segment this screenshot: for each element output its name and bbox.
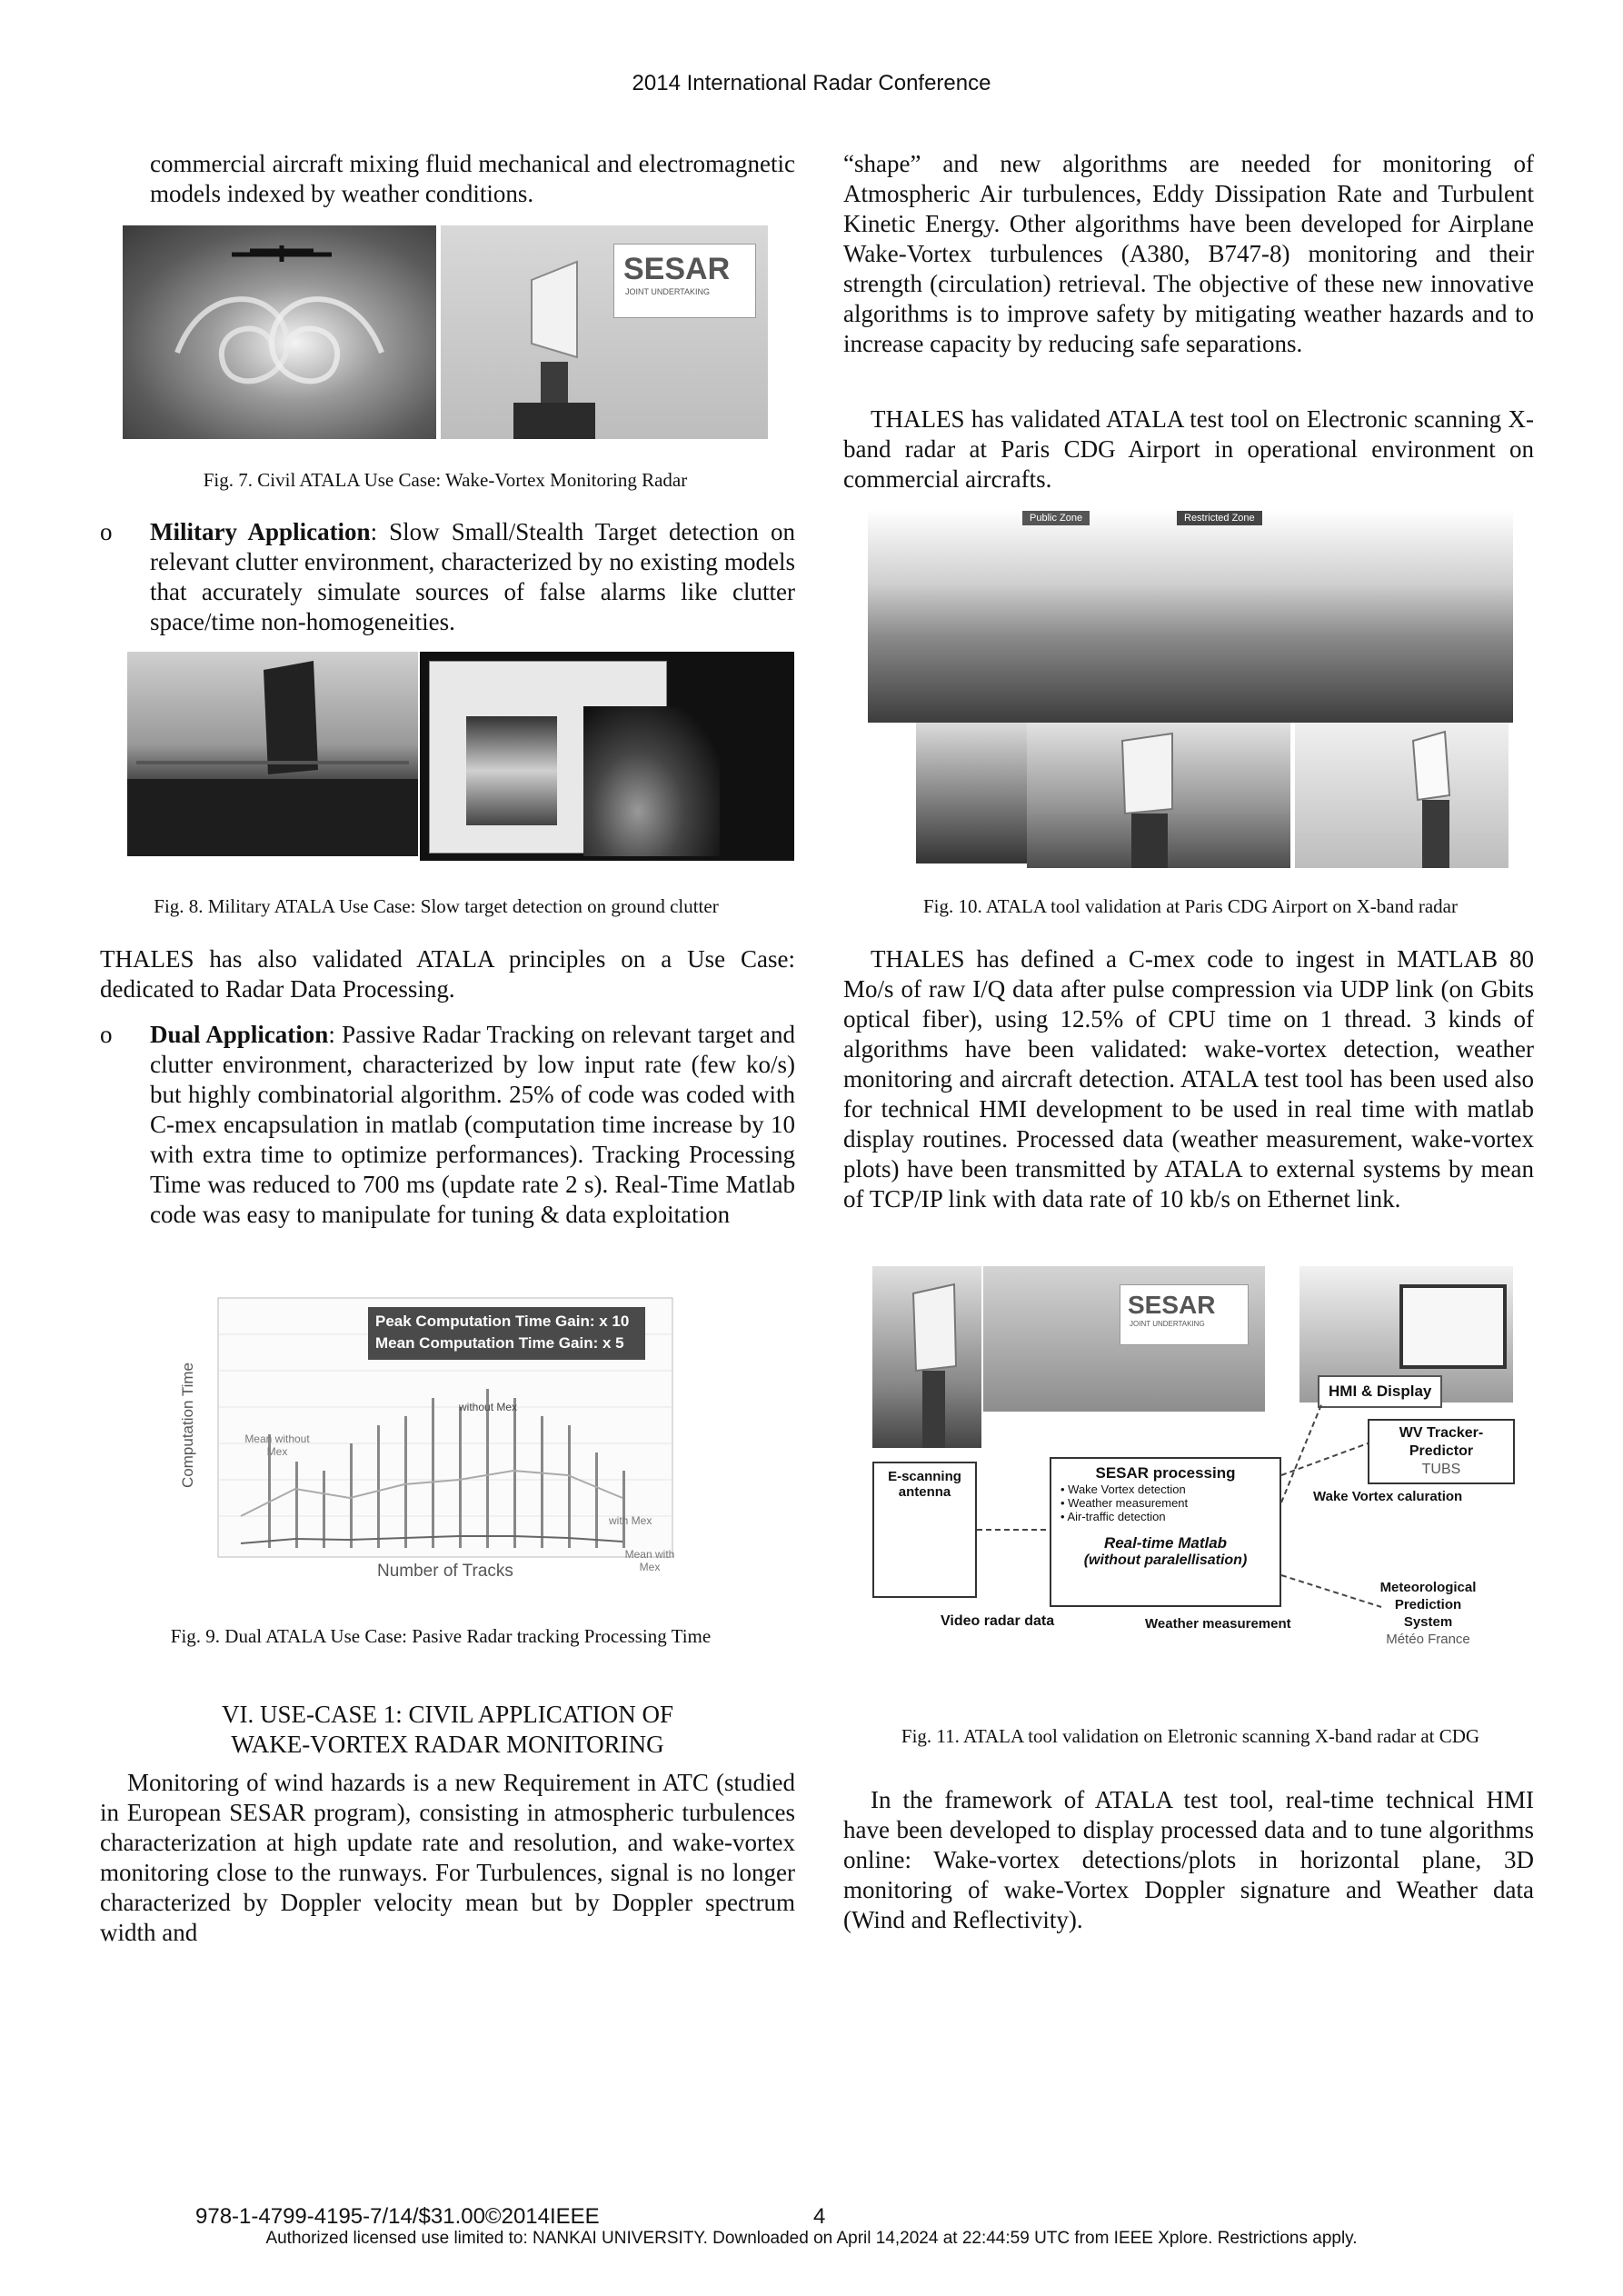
restricted-zone-label: Restricted Zone [1177, 511, 1262, 525]
hmi-paragraph: In the framework of ATALA test tool, real-time technical HMI have been developed to display processed data and to tune algorithms online: Wake-vortex detections/plots in horizontal plane, 3D monitoring of wake-Vortex Doppler signature and Weather data (Wind and Reflectivity). [843, 1786, 1534, 1933]
fig9-peak-gain: Peak Computation Time Gain: x 10 [375, 1313, 630, 1330]
fig8-caption: Fig. 8. Military ATALA Use Case: Slow target detection on ground clutter [154, 895, 719, 917]
weather-measurement-label: Weather measurement [1145, 1616, 1291, 1632]
section-vi-heading-line2: WAKE-VORTEX RADAR MONITORING [231, 1731, 664, 1758]
sesar-processing-title: SESAR processing [1095, 1464, 1236, 1482]
proc-item-weather: • Weather measurement [1060, 1496, 1189, 1510]
fig9-mean-gain: Mean Computation Time Gain: x 5 [375, 1334, 624, 1352]
meteo-line2: Prediction [1394, 1597, 1462, 1612]
dual-application-bullet [100, 1020, 795, 1230]
fig9-ann-mean-without-mex: Mean without Mex [244, 1433, 310, 1458]
wv-tracker-label: WV Tracker-Predictor [1399, 1425, 1484, 1459]
sesar-logo-text: SESAR [623, 252, 731, 286]
meteo-line3: System [1403, 1614, 1453, 1630]
cdg-paragraph: THALES has validated ATALA test tool on Electronic scanning X-band radar at Paris CDG Airport in operational environment on commercial aircrafts. [843, 405, 1534, 493]
military-application-bullet [100, 517, 795, 637]
fig7-caption: Fig. 7. Civil ATALA Use Case: Wake-Vortex Monitoring Radar [203, 469, 688, 491]
fig9-gain-box [368, 1307, 645, 1360]
fig10-caption: Fig. 10. ATALA tool validation at Paris CDG Airport on X-band radar [923, 895, 1458, 917]
fig7-wake-vortex-image [123, 225, 436, 439]
realtime-matlab-line2: (without paralellisation) [1083, 1552, 1248, 1568]
fig10-radar-site-photo-3 [1295, 723, 1508, 868]
fig10-radar-site-photo-2 [1027, 723, 1290, 868]
fig8-military-radar-image [127, 652, 418, 856]
sesar-logo [613, 244, 756, 318]
conference-header: 2014 International Radar Conference [632, 71, 991, 95]
military-radar-silhouette [127, 652, 418, 856]
bullet-mark: o [100, 518, 113, 545]
fig11-system-diagram [872, 1266, 1513, 1689]
footer-license: Authorized licensed use limited to: NANKAI UNIVERSITY. Downloaded on April 14,2024 at 22:44:59 UTC from IEEE Xplore. Restrictions apply. [265, 2229, 1358, 2248]
fig9-ann-without-mex: without Mex [459, 1401, 518, 1413]
shape-paragraph: “shape” and new algorithms are needed for monitoring of Atmospheric Air turbulences, Eddy Dissipation Rate and Turbulent Kinetic Energy. Other algorithms have been developed for Airplane Wake-Vortex turbulences (A380, B747-8) monitoring and their strength (circulation) retrieval. The objective of these new innovative algorithms is to improve safety by mitigating weather hazards and to increase capacity by reducing safe separations. [843, 150, 1534, 357]
fig11-sesar-text: SESAR [1128, 1291, 1216, 1319]
wake-vortex-swirl [123, 225, 436, 439]
military-application-text: : Slow Small/Stealth Target detection on relevant clutter environment, characterized by no existing models that accurately simulate sources of false alarms like clutter space/time non-homogeneities. [150, 518, 796, 635]
fig9-ylabel: Computation Time [179, 1363, 196, 1488]
dual-application-text: : Passive Radar Tracking on relevant target and clutter environment, characterized by low input rate (few ko/s) but highly combinatorial algorithm. 25% of code was coded with C-mex encapsulation in matlab (computation time increase by 10 with extra time to optimize performances). Tracking Processing Time was reduced to 700 ms (update rate 2 s). Real-Time Matlab code was easy to manipulate for tuning & data exploitation [150, 1021, 795, 1228]
thales-rdp-paragraph: THALES has also validated ATALA principles on a Use Case: dedicated to Radar Data Processing. [100, 945, 795, 1003]
clutter-plot [466, 716, 557, 825]
public-zone-label: Public Zone [1022, 511, 1090, 525]
fig10-antenna-2 [1295, 723, 1508, 868]
proc-item-wake: • Wake Vortex detection [1060, 1482, 1186, 1496]
footer-page-number: 4 [813, 2204, 826, 2229]
fig9-caption: Fig. 9. Dual ATALA Use Case: Pasive Radar tracking Processing Time [170, 1625, 712, 1647]
fig10-antenna [1027, 723, 1290, 868]
section-vi-heading-line1: VI. USE-CASE 1: CIVIL APPLICATION OF [221, 1701, 674, 1728]
fig9-ann-with-mex: with Mex [609, 1514, 652, 1527]
dual-application-title: Dual Application [150, 1021, 329, 1048]
meteo-line1: Meteorological [1379, 1580, 1477, 1595]
realtime-matlab-line1: Real-time Matlab [1103, 1534, 1228, 1552]
intro-paragraph: commercial aircraft mixing fluid mechanical and electromagnetic models indexed by weather conditions. [150, 150, 795, 207]
fig9-computation-time-plot [177, 1289, 686, 1589]
section-vi-paragraph: Monitoring of wind hazards is a new Requirement in ATC (studied in European SESAR program), consisting in atmospheric turbulences characterization at high update rate and resolution, and wake-vortex monitoring close to the runways. For Turbulences, signal is no longer characterized by Doppler velocity mean but by Doppler spectrum width and [100, 1769, 795, 1946]
fig11-caption: Fig. 11. ATALA tool validation on Eletronic scanning X-band radar at CDG [901, 1725, 1480, 1747]
ground-clutter-map [583, 706, 720, 856]
proc-item-air: • Air-traffic detection [1060, 1510, 1166, 1523]
meteo-line4: Météo France [1386, 1632, 1470, 1647]
escanning-antenna-box: E-scanning antenna [872, 1462, 977, 1598]
military-application-title: Military Application [150, 518, 371, 545]
fig9-ann-mean-with-mex: Mean with Mex [624, 1548, 675, 1573]
footer-isbn: 978-1-4799-4195-7/14/$31.00©2014IEEE [195, 2204, 600, 2229]
fig10-cdg-panorama-image [868, 509, 1513, 723]
hmi-display-label: HMI & Display [1318, 1375, 1442, 1408]
cmex-paragraph: THALES has defined a C-mex code to ingest in MATLAB 80 Mo/s of raw I/Q data after pulse compression via UDP link (on Gbits optical fiber), using 12.5% of CPU time on 1 thread. 3 kinds of algorithms have been validated: wake-vortex detection, weather monitoring and aircraft detection. ATALA test tool has been used also for technical HMI development to be used in real time with matlab display routines. Processed data (weather measurement, wake-vortex plots) have been transmitted by ATALA to external systems by mean of TCP/IP link with data rate of 10 kb/s on Ethernet link. [843, 945, 1534, 1213]
video-radar-data-label: Video radar data [941, 1613, 1055, 1629]
fig8-clutter-display-image [420, 652, 794, 861]
wake-vortex-caluration-label: Wake Vortex caluration [1313, 1489, 1463, 1504]
bullet-mark: o [100, 1021, 113, 1048]
sesar-logo-subtext: JOINT UNDERTAKING [625, 287, 711, 296]
fig11-sesar-subtext: JOINT UNDERTAKING [1130, 1320, 1205, 1328]
fig9-xlabel: Number of Tracks [377, 1562, 513, 1581]
tubs-label: TUBS [1421, 1462, 1461, 1477]
fig7-radar-sesar-image [441, 225, 768, 439]
fig11-connector-arrows [872, 1266, 1513, 1689]
